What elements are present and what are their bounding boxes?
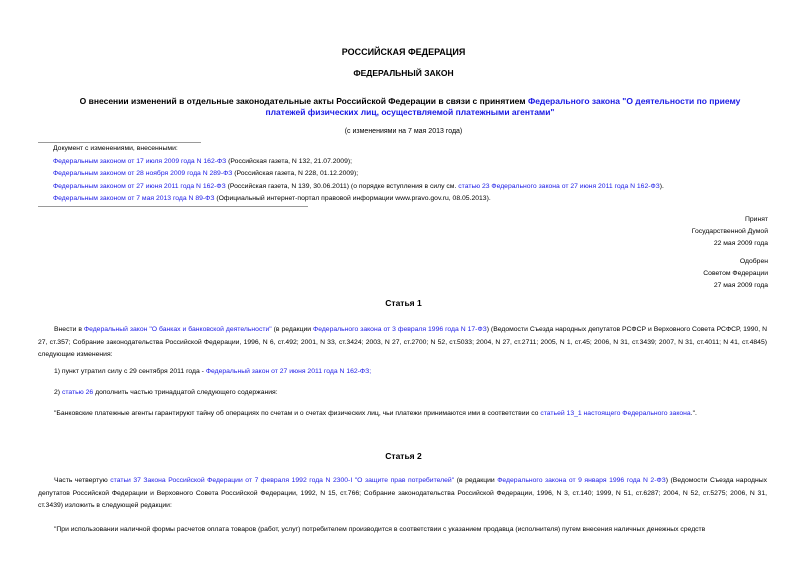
- article-1-paragraph: [38, 324, 767, 362]
- text-fragment: ) (Ведомости Съезда народных депутатов Российской Федерации и Верховного Совета Российской Федерации, 1992, N 15, ст.766; Собрание законодательства Российской Федерации, 1996, N 3, ст.140; 1999, N 51, ст.6287; 2004, N 52, ст.5275; 2006, N 31, ст.3439) изложить в следующей редакции:: [38, 477, 767, 510]
- approval-line: 27 мая 2009 года: [713, 282, 768, 289]
- adoption-line: Принят: [744, 216, 768, 223]
- text-fragment: .".: [690, 410, 697, 417]
- law-17fz-link[interactable]: Федерального закона от 3 февраля 1996 года N 17-ФЗ: [313, 326, 487, 333]
- approval-line: Советом Федерации: [703, 270, 768, 277]
- law-title-text: О внесении изменений в отдельные законодательные акты Российской Федерации в связи с принятием: [79, 96, 528, 106]
- article-2-paragraph: [38, 475, 767, 513]
- article-1-item-1: [54, 368, 371, 375]
- amendments-intro: Документ с изменениями, внесенными:: [53, 145, 178, 152]
- adoption-line: 22 мая 2009 года: [713, 240, 768, 247]
- law-title-link[interactable]: Федерального закона "О деятельности по приему платежей физических лиц, осуществляемой платежными агентами": [265, 96, 741, 117]
- amendment-link[interactable]: Федеральным законом от 7 мая 2013 года N 89-ФЗ: [53, 195, 215, 203]
- amendments-top-divider: [38, 142, 201, 143]
- text-fragment: "Банковские платежные агенты гарантируют тайну об операциях по счетам и о счетах физических лиц, чьи платежи принимаются ими в соответствии со: [54, 410, 541, 417]
- amendment-item: [38, 193, 718, 206]
- council-approval: [703, 256, 768, 292]
- article-2-title: Статья 2: [385, 451, 422, 461]
- text-fragment: дополнить частью тринадцатой следующего содержания:: [93, 389, 278, 396]
- amendment-link[interactable]: Федеральным законом от 28 ноября 2009 года N 289-ФЗ: [53, 170, 233, 178]
- amendment-source: (Российская газета, N 139, 30.06.2011) (о порядке вступления в силу см.: [225, 182, 459, 190]
- text-fragment: 2): [54, 389, 62, 396]
- article-13-1-link[interactable]: статьей 13_1 настоящего Федерального закона: [540, 410, 691, 417]
- law-162fz-link[interactable]: Федеральный закон от 27 июня 2011 года N 162-ФЗ;: [205, 368, 372, 375]
- changes-note: (с изменениями на 7 мая 2013 года): [344, 128, 463, 135]
- text-fragment: 1) пункт утратил силу с 29 сентября 2011 года -: [54, 368, 206, 375]
- amendment-source: (Официальный интернет-портал правовой информации www.pravo.gov.ru, 08.05.2013).: [214, 195, 491, 203]
- amendment-link[interactable]: Федеральным законом от 17 июля 2009 года N 162-ФЗ: [53, 157, 227, 165]
- article-2-quote: "При использовании наличной формы расчетов оплата товаров (работ, услуг) потребителем производится в соответствии с указанием продавца (исполнителя) путем внесения наличных денежных средств: [54, 526, 706, 533]
- consumer-law-link[interactable]: статьи 37 Закона Российской Федерации от 7 февраля 1992 года N 2300-I "О защите прав потребителей": [110, 477, 455, 484]
- amendment-item: [38, 168, 718, 181]
- amendments-box: [38, 143, 718, 206]
- text-fragment: (в редакции: [454, 477, 498, 484]
- approval-line: Одобрен: [739, 258, 768, 265]
- doc-type-heading: ФЕДЕРАЛЬНЫЙ ЗАКОН: [353, 68, 454, 78]
- amendment-source: (Российская газета, N 228, 01.12.2009);: [232, 170, 359, 178]
- banks-law-link[interactable]: Федеральный закон "О банках и банковской деятельности": [83, 326, 272, 333]
- amendment-item: [38, 181, 718, 194]
- law-2fz-link[interactable]: Федерального закона от 9 января 1996 года N 2-ФЗ: [497, 477, 666, 484]
- amendment-item: [38, 156, 718, 169]
- article-1-title: Статья 1: [385, 298, 422, 308]
- article-1-quote: [54, 410, 697, 417]
- amendment-source: (Российская газета, N 132, 21.07.2009);: [226, 157, 353, 165]
- amendment-link[interactable]: Федеральным законом от 27 июня 2011 года N 162-ФЗ: [53, 182, 226, 190]
- duma-adoption: [692, 214, 768, 250]
- amendments-bottom-divider: [38, 206, 308, 207]
- text-fragment: (в редакции: [271, 326, 314, 333]
- country-heading: РОССИЙСКАЯ ФЕДЕРАЦИЯ: [341, 47, 466, 57]
- text-fragment: Внести в: [54, 326, 84, 333]
- text-fragment: ) (Ведомости Съезда народных депутатов РСФСР и Верховного Совета РСФСР, 1990, N 27, ст.357; Собрание законодательства Российской Федерации, 1996, N 6, ст.492; 2001, N 33, ст.3424; 2003, N 27, ст.2700; N 52, ст.5033; 2004, N 27, ст.2711; 2005, N 1, ст.45; 2006, N 31, ст.3439; 2007, N 31, ст.4011; N 41, ст.4845) следующие изменения:: [38, 326, 768, 359]
- article-26-link[interactable]: статью 26: [61, 389, 94, 396]
- amendment-source-end: ).: [659, 182, 664, 190]
- article-1-item-2: [54, 389, 278, 396]
- adoption-line: Государственной Думой: [691, 228, 768, 235]
- law-title: [60, 96, 760, 118]
- amendment-article-link[interactable]: статью 23 Федерального закона от 27 июня 2011 года N 162-ФЗ: [458, 182, 660, 190]
- text-fragment: Часть четвертую: [54, 477, 111, 484]
